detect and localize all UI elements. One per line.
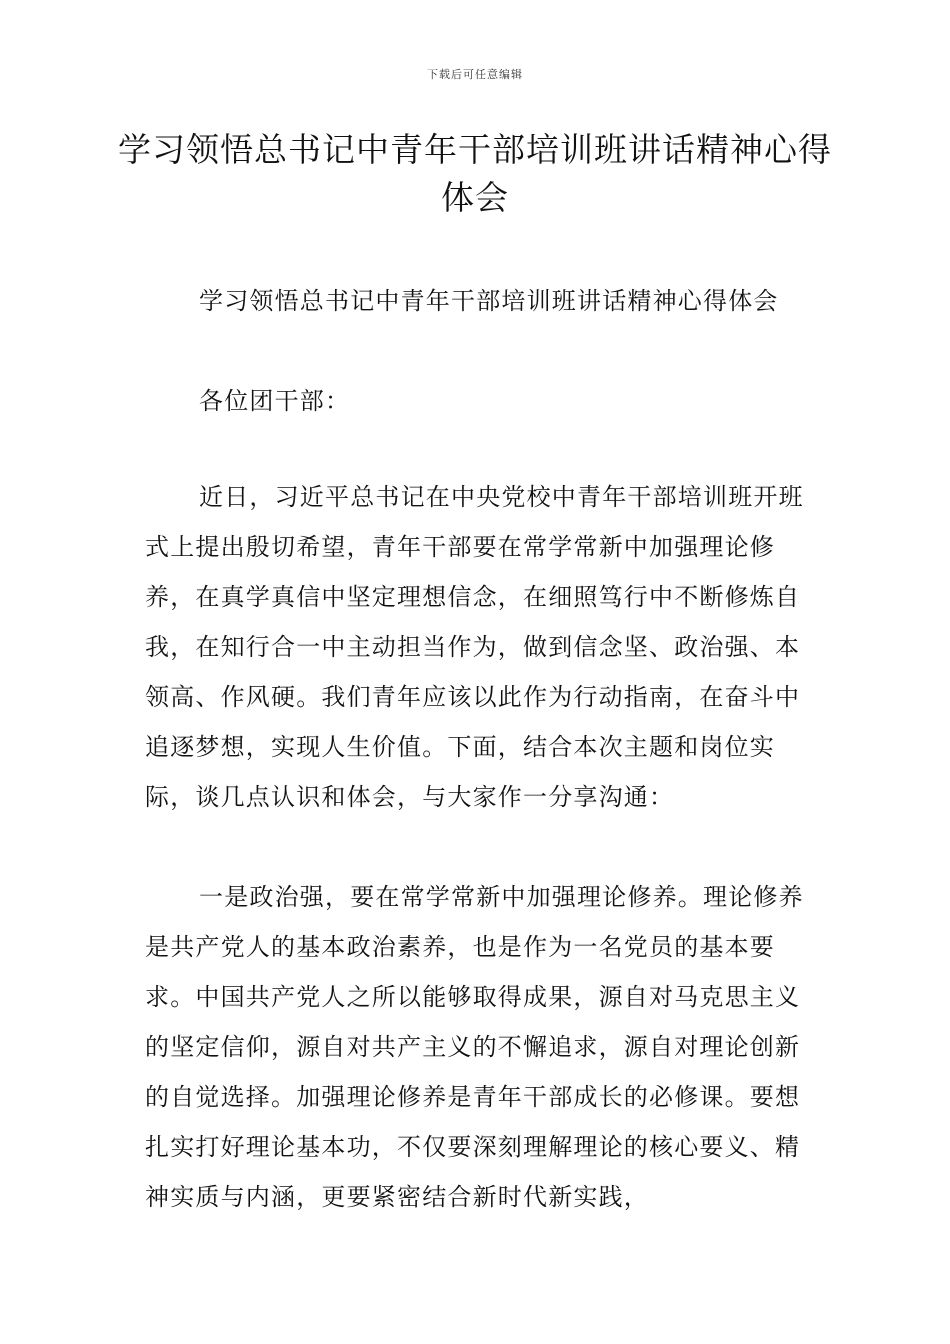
paragraph-point-one: 一是政治强，要在常学常新中加强理论修养。理论修养是共产党人的基本政治素养，也是作为一名党员的基本要求。中国共产党人之所以能够取得成果，源自对马克思主义的坚定信仰，源自对共产主义的不懈追求，源自对理论创新的自觉选择。加强理论修养是青年干部成长的必修课。要想扎实打好理论基本功，不仅要深刻理解理论的核心要义、精神实质与内涵，更要紧密结合新时代新实践， [145,883,804,1211]
salutation: 各位团干部： [199,387,351,415]
document-subtitle: 学习领悟总书记中青年干部培训班讲话精神心得体会 [199,287,779,315]
header-note: 下载后可任意编辑 [427,68,523,81]
document-title: 学习领悟总书记中青年干部培训班讲话精神心得体会 [118,130,832,217]
paragraph-intro: 近日，习近平总书记在中央党校中青年干部培训班开班式上提出殷切希望，青年干部要在常学常新中加强理论修养，在真学真信中坚定理想信念，在细照笃行中不断修炼自我，在知行合一中主动担当作为，做到信念坚、政治强、本领高、作风硬。我们青年应该以此作为行动指南，在奋斗中追逐梦想，实现人生价值。下面，结合本次主题和岗位实际，谈几点认识和体会，与大家作一分享沟通： [145,483,804,811]
